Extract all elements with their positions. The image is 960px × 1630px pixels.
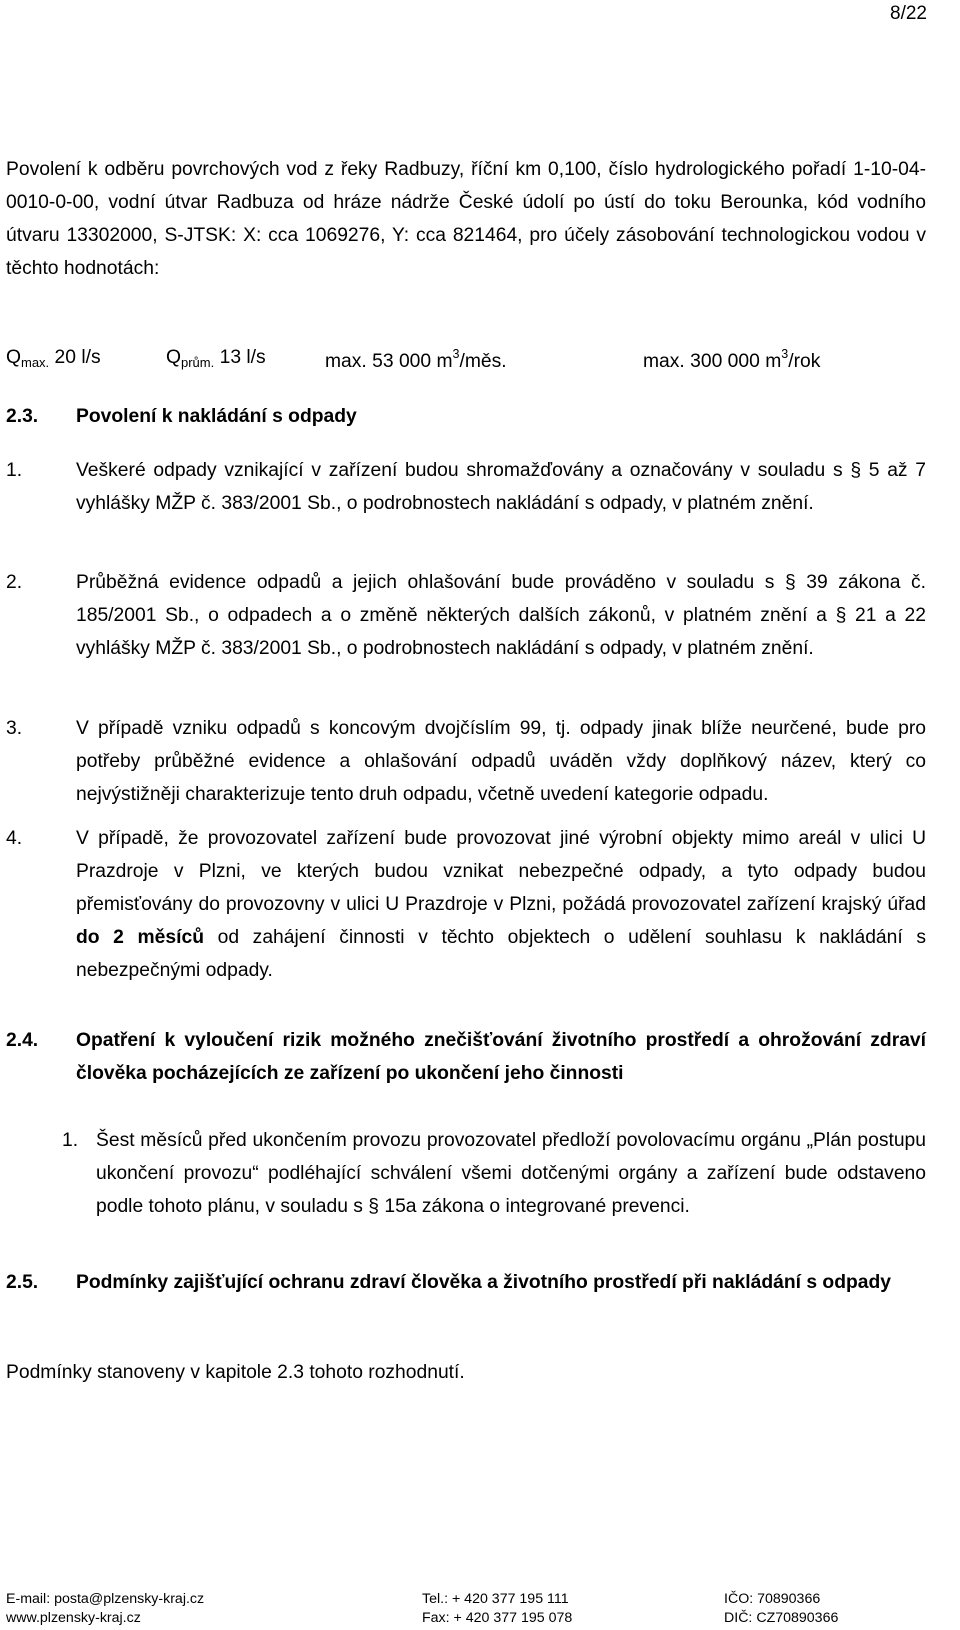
page-number: 8/22	[890, 3, 927, 24]
footer-ico: IČO: 70890366	[724, 1591, 821, 1607]
footer-email: E-mail: posta@plzensky-kraj.cz	[6, 1591, 205, 1607]
footer-fax: Fax: + 420 377 195 078	[422, 1610, 573, 1626]
item-4-body: V případě, že provozovatel zařízení bude provozovat jiné výrobní objekty mimo areál v ulici U Prazdroje v Plzni, ve kterých budou vznikat nebezpečné odpady, a tyto odpady budou přemisťovány do provozovny v ulici U Prazdroje v Plzni, požádá provozovatel zařízení krajský úřad do 2 měsíců od zahájení činnosti v těchto objektech o udělení souhlasu k nakládání s nebezpečnými odpady.	[76, 828, 926, 981]
monthly-max-value: max. 53 000 $m^3$/měs.	[325, 347, 507, 372]
section-2-3-heading: 2.3. Povolení k nakládání s odpady	[6, 406, 357, 427]
section-2-4-heading: 2.4. Opatření k vyloučení rizik možného znečišťování životního prostředí a ohrožování zdraví člověka pocházejících ze zařízení po ukončení jeho činnosti	[6, 1030, 926, 1084]
qprum-value: $Q_{prům.}$ 13 l/s	[166, 347, 266, 370]
section-2-3-item-1: 1. Veškeré odpady vznikající v zařízení budou shromažďovány a označovány v souladu s § 5 až 7 vyhlášky MŽP č. 383/2001 Sb., o podrobnostech nakládání s odpady, v platném znění.	[6, 460, 926, 514]
section-2-5-heading: 2.5. Podmínky zajišťující ochranu zdraví člověka a životního prostředí při nakládání s odpady	[6, 1272, 891, 1293]
yearly-max-value: max. 300 000 $m^3$/rok	[643, 347, 821, 372]
footer-web: www.plzensky-kraj.cz	[6, 1610, 141, 1626]
section-2-3-item-2: 2. Průběžná evidence odpadů a jejich ohlašování bude prováděno v souladu s § 39 zákona č. 185/2001 Sb., o odpadech a o změně některých dalších zákonů, v platném znění a § 21 a 22 vyhlášky MŽP č. 383/2001 Sb., o podrobnostech nakládání s odpady, v platném znění.	[6, 572, 926, 659]
section-2-4-item-1: 1. Šest měsíců před ukončením provozu provozovatel předloží povolovacímu orgánu „Plán postupu ukončení provozu“ podléhající schválení všemi dotčenými orgány a zařízení bude odstaveno podle tohoto plánu, v souladu s § 15a zákona o integrované prevenci.	[62, 1130, 926, 1217]
footer-contact-online	[6, 1590, 204, 1628]
section-2-3-item-3: 3. V případě vzniku odpadů s koncovým dvojčíslím 99, tj. odpady jinak blíže neurčené, bude pro potřeby průběžné evidence a ohlašování odpadů uváděn vždy doplňkový název, který co nejvýstižněji charakterizuje tento druh odpadu, včetně uvedení kategorie odpadu.	[6, 718, 926, 805]
section-2-3-item-4: 4. V případě, že provozovatel zařízení bude provozovat jiné výrobní objekty mimo areál v ulici U Prazdroje v Plzni, ve kterých budou vznikat nebezpečné odpady, a tyto odpady budou přemisťovány do provozovny v ulici U Prazdroje v Plzni, požádá provozovatel zařízení krajský úřad do 2 měsíců od zahájení činnosti v těchto objektech o udělení souhlasu k nakládání s nebezpečnými odpady.	[6, 822, 926, 987]
flow-values-row	[6, 347, 926, 377]
footer-contact-phone	[422, 1590, 572, 1628]
section-2-5-text: Podmínky stanoveny v kapitole 2.3 tohoto rozhodnutí.	[6, 1362, 465, 1383]
qmax-value: $Q_{max.}$ 20 l/s	[6, 347, 101, 370]
deadline-emphasis: do 2 měsíců	[76, 927, 204, 948]
intro-paragraph: Povolení k odběru povrchových vod z řeky Radbuzy, říční km 0,100, číslo hydrologického pořadí 1-10-04-0010-0-00, vodní útvar Radbuza od hráze nádrže České údolí po ústí do toku Berounka, kód vodního útvaru 13302000, S-JTSK: X: cca 1069276, Y: cca 821464, pro účely zásobování technologickou vodou v těchto hodnotách:	[6, 159, 926, 279]
footer-dic: DIČ: CZ70890366	[724, 1610, 839, 1626]
footer-ids	[724, 1590, 838, 1628]
footer-tel: Tel.: + 420 377 195 111	[422, 1591, 569, 1607]
